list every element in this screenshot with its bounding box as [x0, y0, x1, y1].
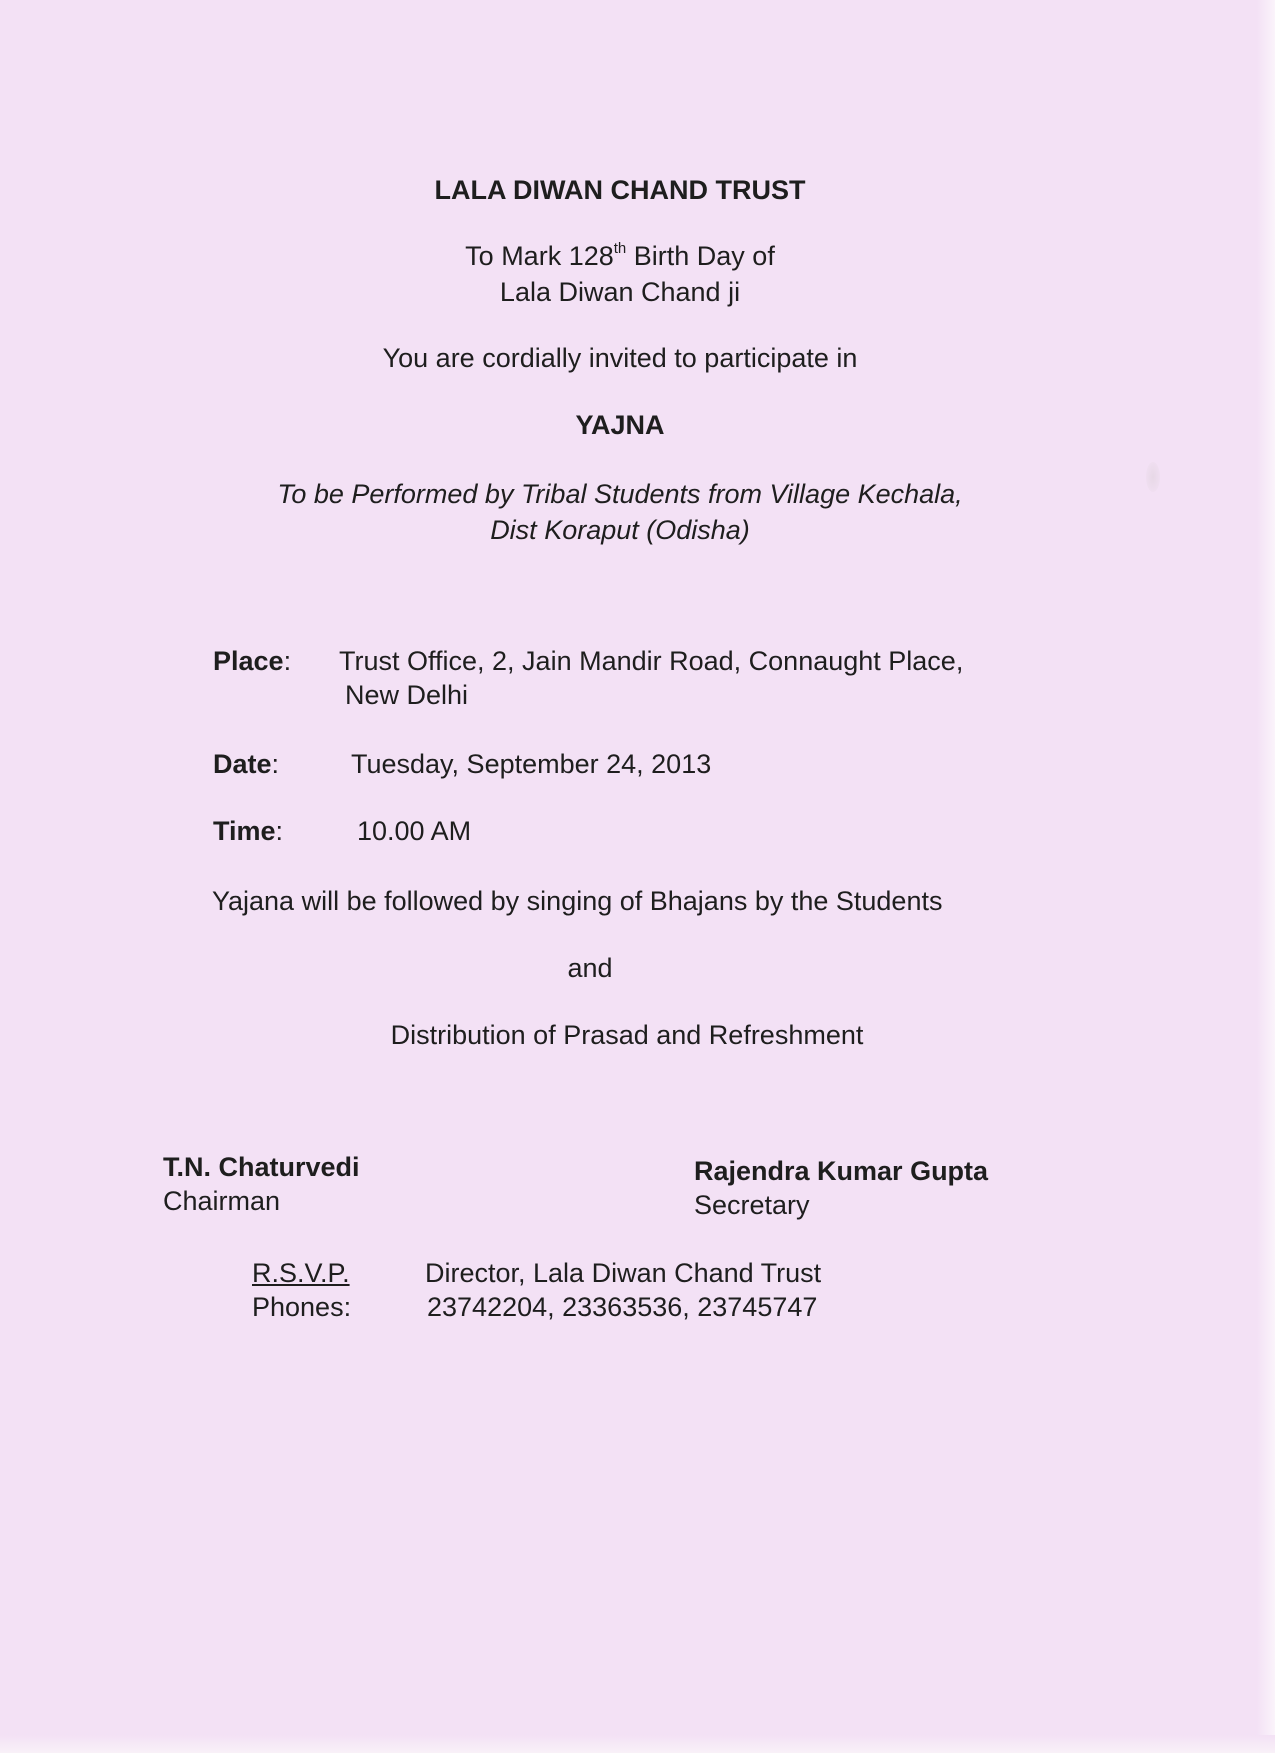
time-value: 10.00 AM	[357, 816, 472, 846]
birthday-prefix: To Mark 128	[465, 241, 614, 271]
program-and: and	[567, 953, 613, 983]
performed-line-2: Dist Koraput (Odisha)	[490, 515, 750, 545]
birthday-line-2: Lala Diwan Chand ji	[499, 277, 741, 307]
rsvp-contact: Director, Lala Diwan Chand Trust	[425, 1258, 822, 1288]
paper-edge	[1257, 0, 1275, 1753]
place-value	[339, 644, 963, 712]
birthday-suffix: Birth Day of	[626, 241, 775, 271]
ordinal-suffix: th	[613, 240, 627, 257]
birthday-line-1	[0, 238, 1240, 274]
signatory-secretary	[694, 1154, 988, 1222]
date-label: Date:	[213, 749, 280, 779]
signatory-role: Chairman	[163, 1186, 281, 1216]
performed-by	[0, 476, 1240, 548]
event-name: YAJNA	[575, 410, 665, 440]
signatory-role: Secretary	[694, 1190, 810, 1220]
place-line-2: New Delhi	[345, 680, 469, 710]
program-distribution: Distribution of Prasad and Refreshment	[390, 1020, 864, 1050]
place-line-1: Trust Office, 2, Jain Mandir Road, Connaught Place,	[339, 646, 964, 676]
invitation-text: You are cordially invited to participate in	[382, 343, 858, 373]
trust-title: LALA DIWAN CHAND TRUST	[434, 175, 806, 205]
birthday-heading	[0, 238, 1240, 310]
date-value: Tuesday, September 24, 2013	[351, 749, 712, 779]
signatory-chairman	[163, 1150, 360, 1218]
paper-bottom-edge	[0, 1735, 1275, 1753]
program-followed: Yajana will be followed by singing of Bhajans by the Students	[212, 886, 943, 916]
time-label: Time:	[213, 816, 284, 846]
signatory-name: Rajendra Kumar Gupta	[694, 1156, 989, 1186]
performed-line-1: To be Performed by Tribal Students from Village Kechala,	[277, 479, 963, 509]
phones-value: 23742204, 23363536, 23745747	[427, 1292, 818, 1322]
place-label: Place:	[213, 646, 292, 676]
signatory-name: T.N. Chaturvedi	[163, 1152, 360, 1182]
rsvp-label: R.S.V.P.	[252, 1258, 350, 1288]
phones-label: Phones:	[252, 1292, 352, 1322]
